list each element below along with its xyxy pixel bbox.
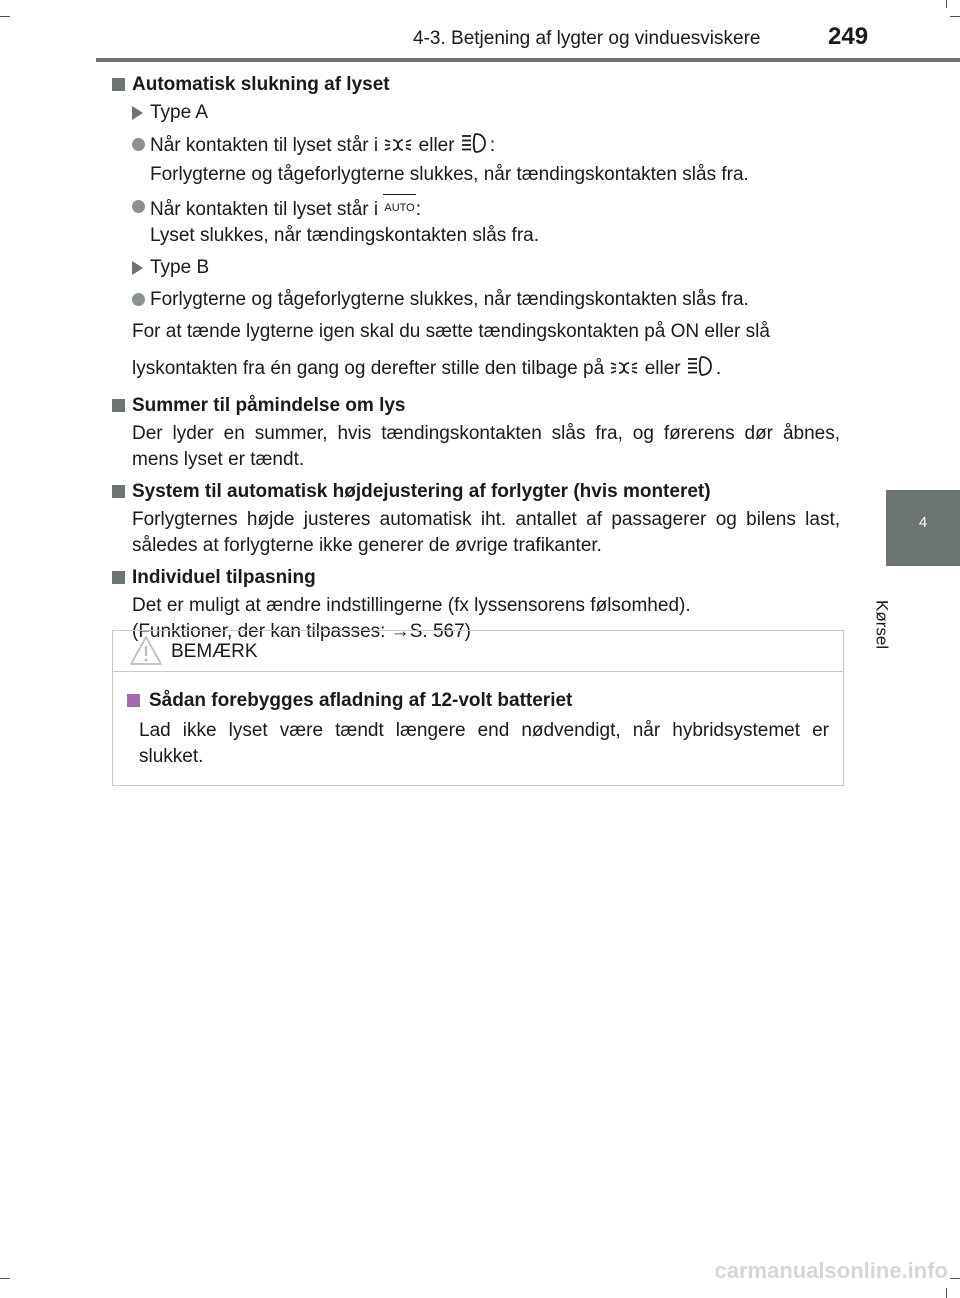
heading-auto-off: Automatisk slukning af lyset bbox=[112, 72, 840, 98]
type-b-label: Type B bbox=[112, 255, 840, 281]
relight-mid: eller bbox=[644, 358, 681, 379]
relight-line-2 bbox=[112, 355, 840, 385]
crop-mark bbox=[950, 16, 960, 17]
page-number: 249 bbox=[828, 23, 869, 50]
watermark: carmanualsonline.info bbox=[714, 1258, 948, 1283]
chapter-label bbox=[872, 600, 936, 660]
leveling-text: Forlygternes højde justeres automatisk iht. antallet af passagerer og bilens last, således at forlygterne ikke generer de øvrige trafikanter. bbox=[132, 509, 840, 556]
warning-triangle-icon bbox=[129, 635, 163, 672]
chapter-number: 4 bbox=[918, 514, 928, 531]
bullet-b1: Forlygterne og tågeforlygterne slukkes, når tændingskontakten slås fra. bbox=[112, 287, 840, 313]
header-rule bbox=[96, 58, 960, 62]
notice-box bbox=[112, 630, 844, 786]
crop-mark bbox=[946, 0, 947, 8]
bullet-a1-pre: Når kontakten til lyset står i bbox=[150, 135, 379, 156]
bullet-a1-mid: eller bbox=[418, 135, 455, 156]
main-content bbox=[112, 72, 840, 645]
page-reference-link[interactable]: S. 567) bbox=[409, 621, 472, 642]
bullet-a2 bbox=[112, 194, 840, 249]
bullet-a2-post: : bbox=[415, 199, 422, 220]
bullet-a1-text: Forlygterne og tågeforlygterne slukkes, når tændingskontakten slås fra. bbox=[150, 164, 749, 185]
bullet-a2-text: Lyset slukkes, når tændingskontakten slås fra. bbox=[150, 225, 539, 246]
bullet-a1 bbox=[112, 132, 840, 188]
arrow-icon: → bbox=[390, 621, 410, 642]
tail-light-icon bbox=[383, 136, 413, 162]
notice-text: Lad ikke lyset være tændt længere end nødvendigt, når hybridsystemet er slukket. bbox=[139, 720, 829, 767]
auto-icon: AUTO bbox=[383, 194, 415, 221]
relight-pre: lyskontakten fra én gang og derefter stille den tilbage på bbox=[132, 358, 605, 379]
bullet-a2-pre: Når kontakten til lyset står i bbox=[150, 199, 379, 220]
chapter-name: Kørsel bbox=[872, 600, 892, 650]
notice-header bbox=[113, 631, 843, 672]
notice-heading: Sådan forebygges afladning af 12-volt batteriet bbox=[127, 688, 829, 714]
type-a-label: Type A bbox=[112, 100, 840, 126]
relight-post: . bbox=[715, 358, 722, 379]
heading-buzzer: Summer til påmindelse om lys bbox=[112, 393, 840, 419]
headlight-icon bbox=[686, 355, 716, 385]
notice-body bbox=[113, 672, 843, 770]
custom-line-2-pre: (Funktioner, der kan tilpasses: bbox=[132, 621, 386, 642]
relight-line-1: For at tænde lygterne igen skal du sætte tændingskontakten på ON eller slå bbox=[132, 321, 770, 342]
crop-mark bbox=[0, 16, 10, 17]
crop-mark bbox=[946, 1288, 947, 1298]
crop-mark bbox=[950, 1278, 960, 1279]
tail-light-icon bbox=[609, 359, 639, 385]
crop-mark bbox=[0, 1278, 10, 1279]
custom-line-1: Det er muligt at ændre indstillingerne (fx lyssensorens følsomhed). bbox=[132, 595, 691, 616]
section-title: 4-3. Betjening af lygter og vinduesviskere bbox=[413, 28, 761, 49]
notice-title: BEMÆRK bbox=[171, 641, 258, 662]
buzzer-text: Der lyder en summer, hvis tændingskontakten slås fra, og førerens dør åbnes, mens lyset er tændt. bbox=[132, 423, 840, 470]
chapter-tab bbox=[886, 490, 960, 566]
heading-custom: Individuel tilpasning bbox=[112, 565, 840, 591]
heading-leveling: System til automatisk højdejustering af forlygter (hvis monteret) bbox=[112, 479, 840, 505]
bullet-a1-post: : bbox=[489, 135, 496, 156]
headlight-icon bbox=[460, 132, 490, 162]
